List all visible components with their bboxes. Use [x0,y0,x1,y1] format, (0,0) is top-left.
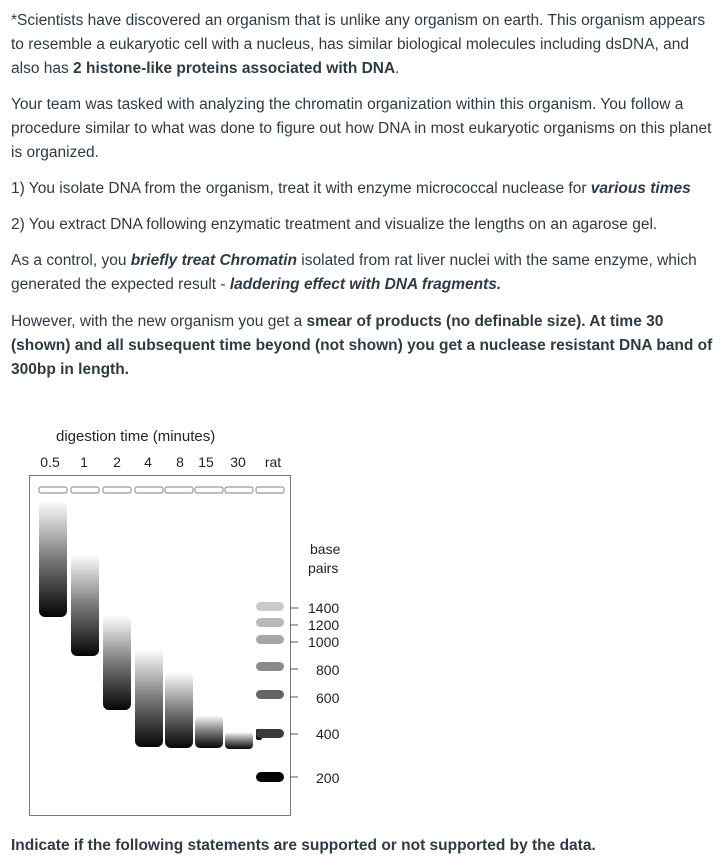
rat-ladder-band [256,729,284,738]
intro-paragraph: *Scientists have discovered an organism that is unlike any organism on earth. This organism appears to resemble a eukaryotic cell with a nucleus, has similar biological molecules including dsDNA, and also has 2 histone-like proteins associated with DNA. [11,12,706,77]
smear-lane-2 [103,615,131,710]
intro-bold: 2 histone-like proteins associated with DNA [73,60,396,77]
lane-label: 4 [144,454,152,470]
rat-ladder-band [256,772,284,782]
smear-lane-1 [71,554,99,656]
step-2: 2) You extract DNA following enzymatic treatment and visualize the lengths on an agarose gel. [11,216,658,233]
well [195,487,223,493]
rat-ladder-band [256,635,284,644]
rat-ladder-band [256,602,284,611]
well [225,487,253,493]
well [165,487,193,493]
well [39,487,67,493]
smear-lane-15 [195,715,223,748]
smear-lane-4 [135,649,163,747]
step-1: 1) You isolate DNA from the organism, treat it with enzyme micrococcal nuclease for various times [11,180,691,197]
lane-label: 0.5 [40,454,60,470]
lane-label: rat [264,454,282,470]
lane-label: 15 [198,454,214,470]
smear-lane-0.5 [39,500,67,617]
lane-label: 30 [230,454,246,470]
lane-label: 1 [80,454,88,470]
result-paragraph: However, with the new organism you get a smear of products (no definable size). At time 30 (shown) and all subsequent time beyond (not shown) you get a nuclease resistant DNA band of 300bp in length. [11,313,713,378]
marker-label: 1200 [308,617,340,633]
control-paragraph: As a control, you briefly treat Chromatin isolated from rat liver nuclei with the same enzyme, which generated the expected result - laddering effect with DNA fragments. [11,252,697,293]
marker-label: 400 [316,726,340,742]
rat-ladder-band [256,662,284,671]
rat-ladder-band [256,618,284,627]
task-paragraph: Your team was tasked with analyzing the chromatin organization within this organism. You follow a procedure similar to what was done to figure out how DNA in most eukaryotic organisms on this planet is organized. [11,96,712,161]
axis-title: base [310,541,341,557]
smear-lane-30 [225,732,253,749]
marker-label: 600 [316,690,340,706]
instruction: Indicate if the following statements are supported or not supported by the data. [11,837,596,854]
smear-lane-8 [165,672,193,748]
well [103,487,131,493]
gel-frame [30,476,291,816]
rat-ladder-band [256,690,284,699]
well [135,487,163,493]
lane-label: 8 [176,454,184,470]
marker-label: 200 [316,770,340,786]
figure-title: digestion time (minutes) [56,428,216,445]
marker-label: 1400 [308,600,340,616]
marker-label: 800 [316,662,340,678]
well [256,487,284,493]
well [71,487,99,493]
lane-label: 2 [113,454,121,470]
axis-title: pairs [308,560,339,576]
marker-label: 1000 [308,634,340,650]
step-1-emphasis: various times [590,180,691,197]
gel-figure [0,420,400,820]
